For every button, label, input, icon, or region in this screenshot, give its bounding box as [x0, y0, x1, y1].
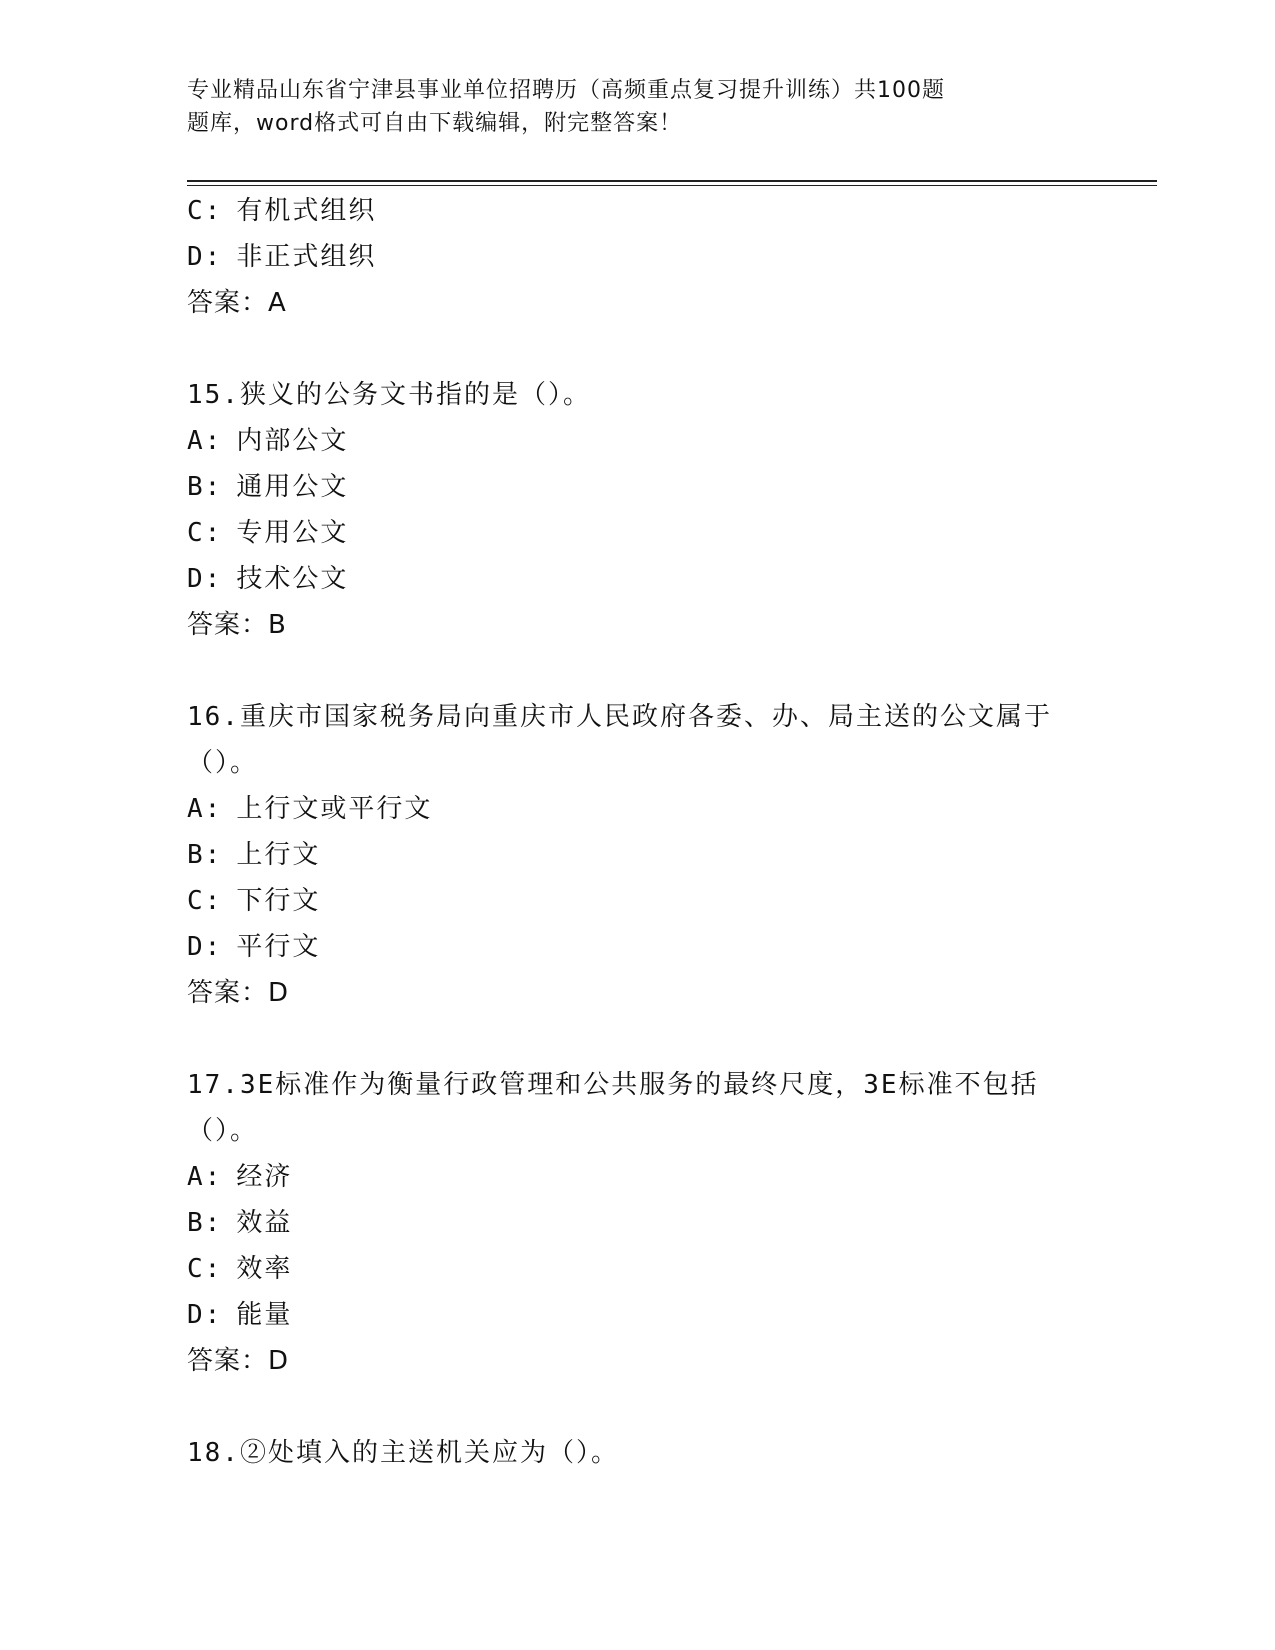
- option-c: C: 有机式组织: [187, 196, 377, 226]
- option-b: B: 上行文: [187, 840, 321, 870]
- question-stem-line-1: 17.3E标准作为衡量行政管理和公共服务的最终尺度，3E标准不包括: [187, 1070, 1039, 1100]
- document-header: [187, 74, 1047, 140]
- question-stem-line-1: 16.重庆市国家税务局向重庆市人民政府各委、办、局主送的公文属于: [187, 702, 1052, 732]
- question-stem: 15.狭义的公务文书指的是（）。: [187, 380, 591, 410]
- option-d: D: 平行文: [187, 932, 321, 962]
- answer: 答案：D: [187, 978, 290, 1008]
- option-d: D: 非正式组织: [187, 242, 377, 272]
- answer: 答案：D: [187, 1346, 290, 1376]
- question-stem-line-2: （）。: [187, 1116, 259, 1146]
- option-c: C: 专用公文: [187, 518, 349, 548]
- answer: 答案：A: [187, 288, 287, 318]
- header-line-1: 专业精品山东省宁津县事业单位招聘历（高频重点复习提升训练）共100题: [187, 78, 945, 103]
- option-b: B: 效益: [187, 1208, 293, 1238]
- option-c: C: 效率: [187, 1254, 293, 1284]
- question-stem: 18.②处填入的主送机关应为（）。: [187, 1438, 619, 1468]
- header-divider: [187, 180, 1157, 182]
- answer: 答案：B: [187, 610, 287, 640]
- option-c: C: 下行文: [187, 886, 321, 916]
- option-a: A: 上行文或平行文: [187, 794, 433, 824]
- option-d: D: 能量: [187, 1300, 293, 1330]
- option-b: B: 通用公文: [187, 472, 349, 502]
- option-d: D: 技术公文: [187, 564, 349, 594]
- question-stem-line-2: （）。: [187, 748, 259, 778]
- header-line-2: 题库，word格式可自由下载编辑，附完整答案！: [187, 111, 683, 136]
- option-a: A: 内部公文: [187, 426, 349, 456]
- option-a: A: 经济: [187, 1162, 293, 1192]
- question-list: [187, 188, 1087, 1476]
- header-divider-thin: [187, 185, 1157, 186]
